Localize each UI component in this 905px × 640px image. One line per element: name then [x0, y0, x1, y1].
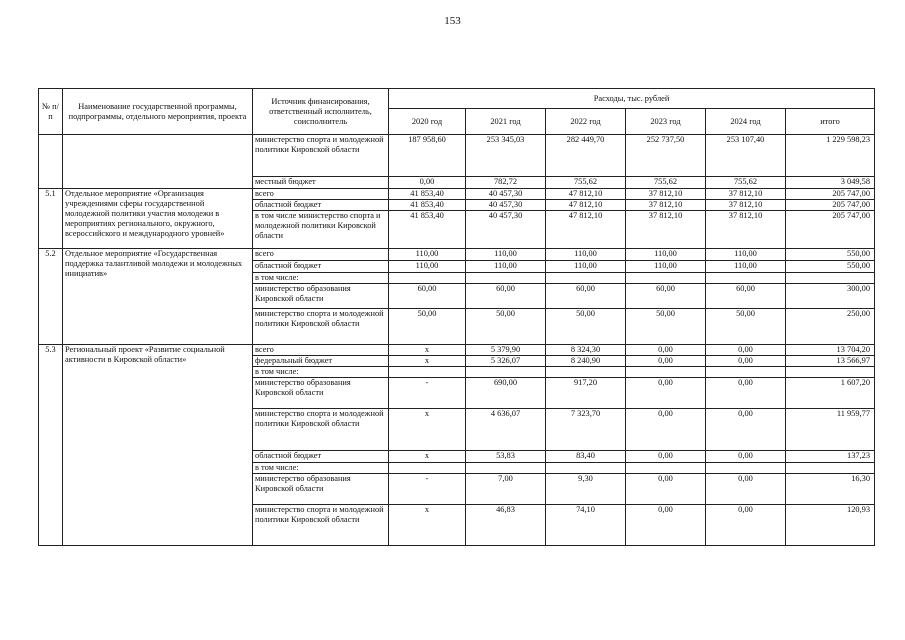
value-cell: 5 326,07 [466, 356, 546, 367]
total-cell: 550,00 [786, 261, 875, 273]
total-cell: 1 229 598,23 [786, 135, 875, 177]
source-cell: всего [253, 189, 389, 200]
value-cell: 252 737,50 [626, 135, 706, 177]
section-number: 5.2 [39, 249, 63, 345]
table-row [39, 345, 875, 356]
value-cell: 40 457,30 [466, 189, 546, 200]
value-cell: 0,00 [626, 505, 706, 546]
value-cell: 5 379,90 [466, 345, 546, 356]
value-cell: 60,00 [466, 284, 546, 309]
source-cell: областной бюджет [253, 451, 389, 463]
name-cell [63, 135, 253, 189]
value-cell: 37 812,10 [626, 200, 706, 211]
value-cell: 53,83 [466, 451, 546, 463]
header-name: Наименование государственной программы, подпрограммы, отдельного мероприятия, проекта [63, 89, 253, 135]
header-total: итого [786, 109, 875, 135]
header-num: № п/п [39, 89, 63, 135]
source-cell: министерство спорта и молодежной политики Кировской области [253, 309, 389, 345]
table-row [39, 135, 875, 177]
value-cell: 60,00 [706, 284, 786, 309]
value-cell: 50,00 [706, 309, 786, 345]
source-cell: министерство спорта и молодежной политики Кировской области [253, 505, 389, 546]
header-year: 2022 год [546, 109, 626, 135]
source-cell: в том числе министерство спорта и молодежной политики Кировской области [253, 211, 389, 249]
source-cell: федеральный бюджет [253, 356, 389, 367]
total-cell [786, 463, 875, 474]
value-cell: 60,00 [389, 284, 466, 309]
total-cell [786, 367, 875, 378]
source-cell: всего [253, 345, 389, 356]
value-cell: 0,00 [706, 474, 786, 505]
value-cell: - [389, 378, 466, 409]
value-cell: 282 449,70 [546, 135, 626, 177]
value-cell: 755,62 [706, 177, 786, 189]
value-cell: 47 812,10 [546, 200, 626, 211]
value-cell: 0,00 [706, 451, 786, 463]
value-cell [706, 463, 786, 474]
value-cell: 37 812,10 [626, 211, 706, 249]
total-cell: 250,00 [786, 309, 875, 345]
value-cell [626, 367, 706, 378]
value-cell: 0,00 [626, 345, 706, 356]
value-cell: х [389, 345, 466, 356]
header-year: 2021 год [466, 109, 546, 135]
value-cell: 50,00 [626, 309, 706, 345]
value-cell: 8 240,90 [546, 356, 626, 367]
value-cell: х [389, 451, 466, 463]
value-cell: х [389, 505, 466, 546]
header-year: 2023 год [626, 109, 706, 135]
value-cell: 110,00 [626, 261, 706, 273]
value-cell: 110,00 [466, 261, 546, 273]
num-cell [39, 135, 63, 189]
value-cell: 37 812,10 [706, 189, 786, 200]
value-cell [466, 463, 546, 474]
value-cell: 0,00 [626, 451, 706, 463]
value-cell: 0,00 [706, 356, 786, 367]
value-cell: 50,00 [546, 309, 626, 345]
value-cell: 755,62 [626, 177, 706, 189]
value-cell: 110,00 [466, 249, 546, 261]
value-cell [389, 367, 466, 378]
source-cell: в том числе: [253, 463, 389, 474]
source-cell: министерство образования Кировской области [253, 474, 389, 505]
section-name: Отдельное мероприятие «Государственная поддержка талантливой молодежи и молодежных инициатив» [63, 249, 253, 345]
value-cell: 37 812,10 [706, 211, 786, 249]
value-cell: 0,00 [706, 378, 786, 409]
value-cell: 253 107,40 [706, 135, 786, 177]
value-cell [546, 463, 626, 474]
table-row [39, 189, 875, 200]
value-cell [626, 273, 706, 284]
budget-table [38, 88, 875, 546]
source-cell: местный бюджет [253, 177, 389, 189]
total-cell: 205 747,00 [786, 189, 875, 200]
value-cell: х [389, 409, 466, 451]
value-cell: 110,00 [626, 249, 706, 261]
value-cell: 0,00 [626, 356, 706, 367]
source-cell: в том числе: [253, 367, 389, 378]
page-number: 153 [444, 15, 461, 27]
value-cell: 47 812,10 [546, 211, 626, 249]
value-cell [466, 273, 546, 284]
value-cell: 110,00 [546, 249, 626, 261]
value-cell: 9,30 [546, 474, 626, 505]
section-name: Отдельное мероприятие «Организация учреждениями сферы государственной молодежной политики участия молодежи в мероприятиях регионального, окружного, всероссийского и международного уровней» [63, 189, 253, 249]
value-cell: 8 324,30 [546, 345, 626, 356]
source-cell: в том числе: [253, 273, 389, 284]
value-cell: 37 812,10 [626, 189, 706, 200]
value-cell: 110,00 [546, 261, 626, 273]
value-cell: 187 958,60 [389, 135, 466, 177]
value-cell: 0,00 [706, 345, 786, 356]
value-cell: 690,00 [466, 378, 546, 409]
value-cell: 40 457,30 [466, 200, 546, 211]
value-cell: 74,10 [546, 505, 626, 546]
total-cell: 205 747,00 [786, 211, 875, 249]
total-cell: 16,30 [786, 474, 875, 505]
value-cell [706, 367, 786, 378]
value-cell [389, 463, 466, 474]
source-cell: всего [253, 249, 389, 261]
value-cell: 47 812,10 [546, 189, 626, 200]
header-source: Источник финансирования, ответственный исполнитель, соисполнитель [253, 89, 389, 135]
total-cell: 205 747,00 [786, 200, 875, 211]
value-cell [626, 463, 706, 474]
value-cell: 0,00 [706, 409, 786, 451]
value-cell: 41 853,40 [389, 200, 466, 211]
value-cell: 110,00 [706, 249, 786, 261]
total-cell: 13 704,20 [786, 345, 875, 356]
value-cell: 83,40 [546, 451, 626, 463]
total-cell: 13 566,97 [786, 356, 875, 367]
value-cell [466, 367, 546, 378]
section-number: 5.1 [39, 189, 63, 249]
value-cell: 0,00 [389, 177, 466, 189]
value-cell: 110,00 [706, 261, 786, 273]
source-cell: министерство образования Кировской области [253, 378, 389, 409]
value-cell [389, 273, 466, 284]
value-cell: 0,00 [626, 378, 706, 409]
source-cell: областной бюджет [253, 200, 389, 211]
total-cell: 300,00 [786, 284, 875, 309]
source-cell: областной бюджет [253, 261, 389, 273]
value-cell: 110,00 [389, 261, 466, 273]
value-cell: 782,72 [466, 177, 546, 189]
value-cell [706, 273, 786, 284]
value-cell: 917,20 [546, 378, 626, 409]
total-cell: 1 607,20 [786, 378, 875, 409]
value-cell: 0,00 [626, 474, 706, 505]
value-cell: 50,00 [389, 309, 466, 345]
total-cell: 11 959,77 [786, 409, 875, 451]
section-name: Региональный проект «Развитие социальной активности в Кировской области» [63, 345, 253, 546]
total-cell: 120,93 [786, 505, 875, 546]
section-number: 5.3 [39, 345, 63, 546]
header-year: 2024 год [706, 109, 786, 135]
value-cell: 50,00 [466, 309, 546, 345]
value-cell: 7 323,70 [546, 409, 626, 451]
header-expenses: Расходы, тыс. рублей [389, 89, 875, 109]
value-cell: 0,00 [706, 505, 786, 546]
source-cell: министерство спорта и молодежной политики Кировской области [253, 409, 389, 451]
value-cell: 60,00 [626, 284, 706, 309]
table-row [39, 249, 875, 261]
value-cell: - [389, 474, 466, 505]
value-cell: х [389, 356, 466, 367]
total-cell: 3 049,58 [786, 177, 875, 189]
total-cell: 550,00 [786, 249, 875, 261]
value-cell: 37 812,10 [706, 200, 786, 211]
value-cell: 110,00 [389, 249, 466, 261]
value-cell: 7,00 [466, 474, 546, 505]
value-cell: 755,62 [546, 177, 626, 189]
total-cell [786, 273, 875, 284]
source-cell: министерство спорта и молодежной политики Кировской области [253, 135, 389, 177]
value-cell: 4 636,07 [466, 409, 546, 451]
source-cell: министерство образования Кировской области [253, 284, 389, 309]
value-cell: 40 457,30 [466, 211, 546, 249]
value-cell: 0,00 [626, 409, 706, 451]
value-cell: 41 853,40 [389, 211, 466, 249]
value-cell: 253 345,03 [466, 135, 546, 177]
value-cell [546, 273, 626, 284]
header-year: 2020 год [389, 109, 466, 135]
value-cell [546, 367, 626, 378]
value-cell: 46,83 [466, 505, 546, 546]
total-cell: 137,23 [786, 451, 875, 463]
value-cell: 60,00 [546, 284, 626, 309]
value-cell: 41 853,40 [389, 189, 466, 200]
